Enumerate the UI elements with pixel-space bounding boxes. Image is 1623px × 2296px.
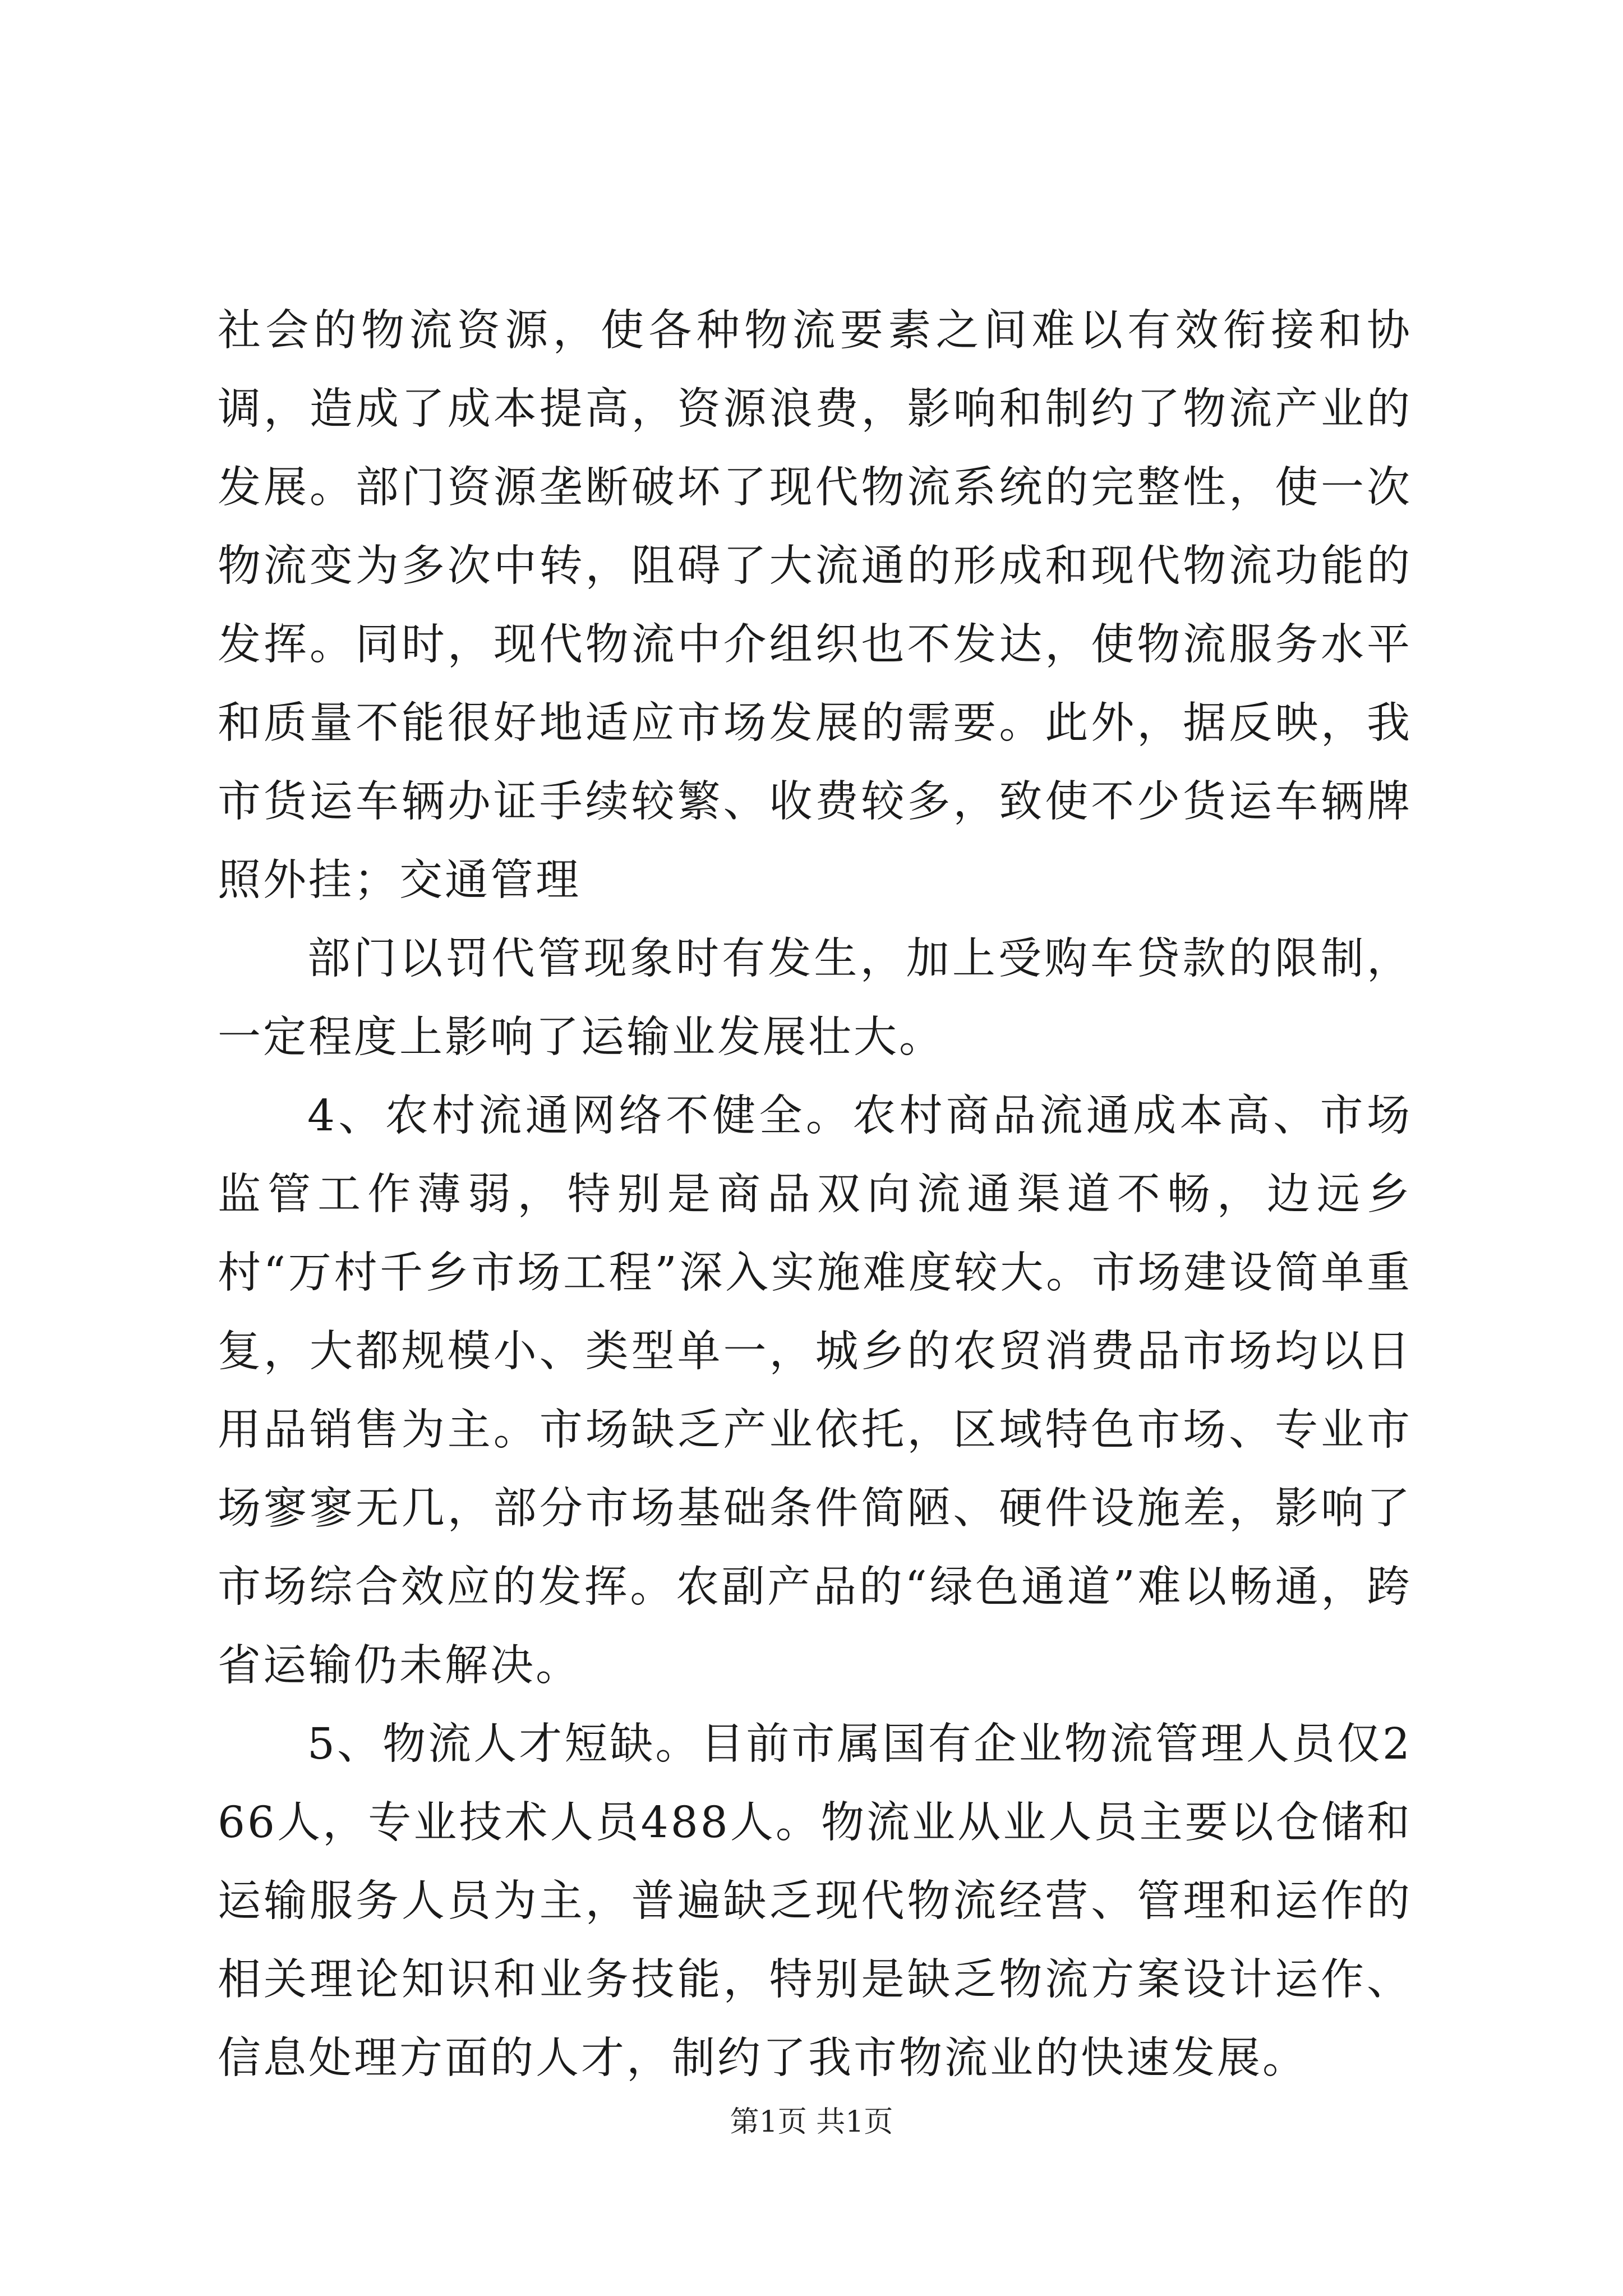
page-footer: 第1页 共1页 — [730, 2105, 893, 2139]
paragraph-1: 社会的物流资源，使各种物流要素之间难以有效衔接和协调，造成了成本提高，资源浪费，影响和制约了物流产业的发展。部门资源垄断破坏了现代物流系统的完整性，使一次物流变为多次中转，阻碍了大流通的形成和现代物流功能的发挥。同时，现代物流中介组织也不发达，使物流服务水平和质量不能很好地适应市场发展的需要。此外，据反映，我市货运车辆办证手续较繁、收费较多，致使不少货运车辆牌照外挂；交通管理 — [218, 306, 1412, 905]
paragraph-2: 部门以罚代管现象时有发生，加上受购车贷款的限制，一定程度上影响了运输业发展壮大。 — [218, 934, 1412, 1062]
document-body — [218, 292, 1412, 2098]
paragraph-4: 5、物流人才短缺。目前市属国有企业物流管理人员仅266人，专业技术人员488人。物流业从业人员主要以仓储和运输服务人员为主，普遍缺乏现代物流经营、管理和运作的相关理论知识和业务技能，特别是缺乏物流方案设计运作、信息处理方面的人才，制约了我市物流业的快速发展。 — [218, 1719, 1412, 2083]
paragraph-3: 4、农村流通网络不健全。农村商品流通成本高、市场监管工作薄弱，特别是商品双向流通渠道不畅，边远乡村“万村千乡市场工程”深入实施难度较大。市场建设简单重复，大都规模小、类型单一，城乡的农贸消费品市场均以日用品销售为主。市场缺乏产业依托，区域特色市场、专业市场寥寥无几，部分市场基础条件简陋、硬件设施差，影响了市场综合效应的发挥。农副产品的“绿色通道”难以畅通，跨省运输仍未解决。 — [218, 1091, 1412, 1691]
